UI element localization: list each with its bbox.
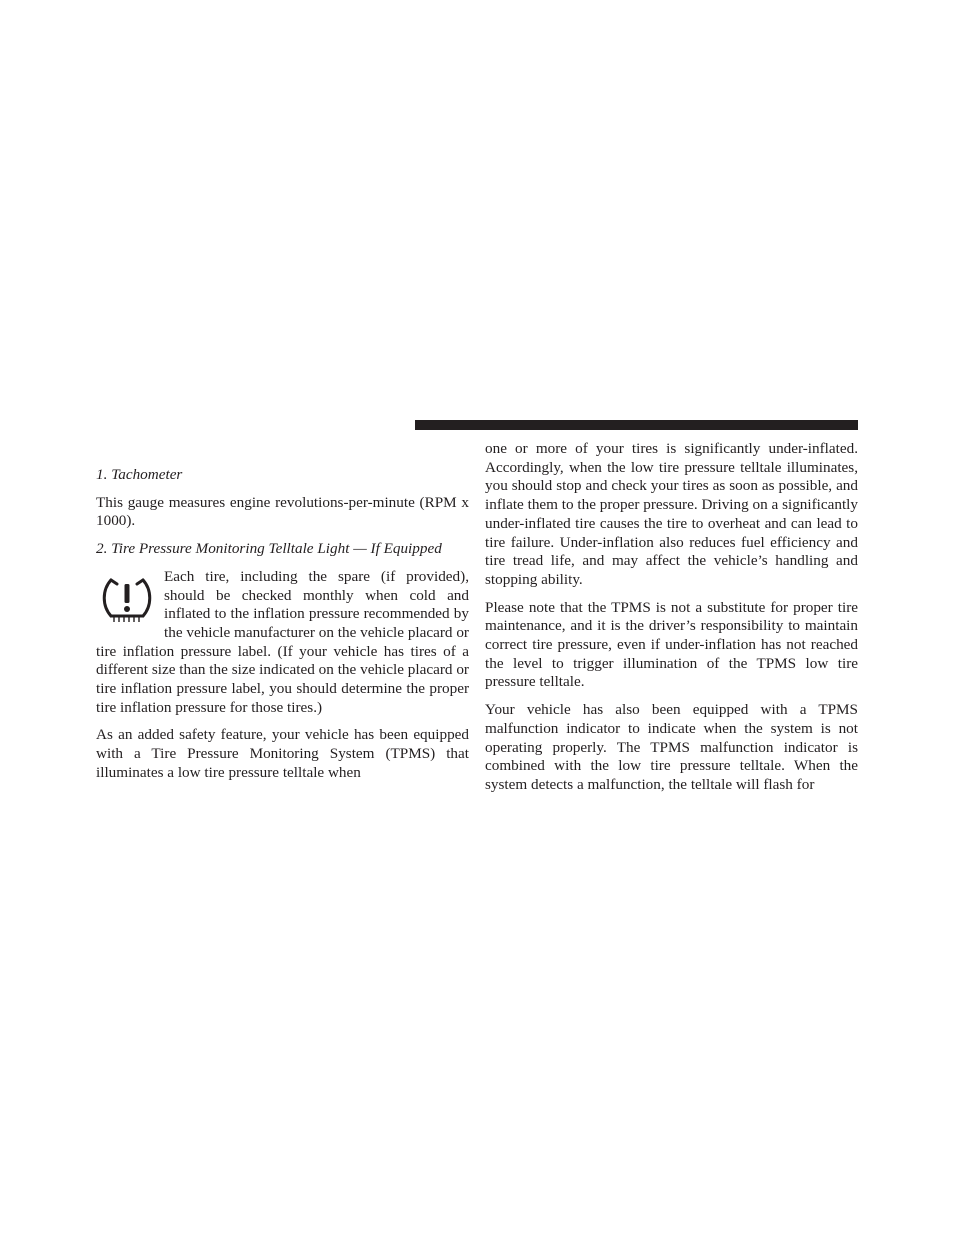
tire-pressure-warning-icon — [100, 572, 154, 632]
tpms-under-inflation-text: one or more of your tires is significantly under-inflated. Accordingly, when the low tire pressure telltale illuminates, you should stop and check your tires as soon as possible, and inflate them to the proper pressure. Driving on a significantly under-inflated tire causes the tire to overheat and can lead to tire failure. Under-inflation also reduces fuel efficiency and tire tread life, and may affect the vehicle’s handling and stopping ability. — [485, 440, 858, 588]
tpms-maintenance-note: Please note that the TPMS is not a substitute for proper tire maintenance, and it is the driver’s responsibility to maintain correct tire pressure, even if under-inflation has not reached the level to trigger illumination of the TPMS low tire pressure telltale. — [485, 598, 858, 691]
header-rule — [415, 420, 858, 430]
section-heading-tachometer: 1. Tachometer — [96, 466, 183, 483]
tpms-safety-feature-text: As an added safety feature, your vehicle has been equipped with a Tire Pressure Monitoring System (TPMS) that illuminates a low tire pressure telltale when — [96, 726, 469, 781]
section-heading-tpms: 2. Tire Pressure Monitoring Telltale Light — If Equipped — [96, 540, 442, 558]
tpms-malfunction-text: Your vehicle has also been equipped with a TPMS malfunction indicator to indicate when the system is not operating properly. The TPMS malfunction indicator is combined with the low tire pressure telltale. When the system detects a malfunction, the telltale will flash for — [485, 701, 858, 793]
tachometer-description: This gauge measures engine revolutions-per-minute (RPM x 1000). — [96, 493, 469, 530]
tpms-intro-text: Each tire, including the spare (if provided), should be checked monthly when cold and inflated to the inflation pressure recommended by the vehicle manufacturer on the vehicle placard or tire inflation pressure label. (If your vehicle has tires of a different size than the size indicated on the vehicle placard or tire inflation pressure label, you should determine the proper tire inflation pressure for those tires.) — [96, 567, 469, 716]
right-column — [485, 440, 858, 804]
left-column — [96, 466, 469, 792]
